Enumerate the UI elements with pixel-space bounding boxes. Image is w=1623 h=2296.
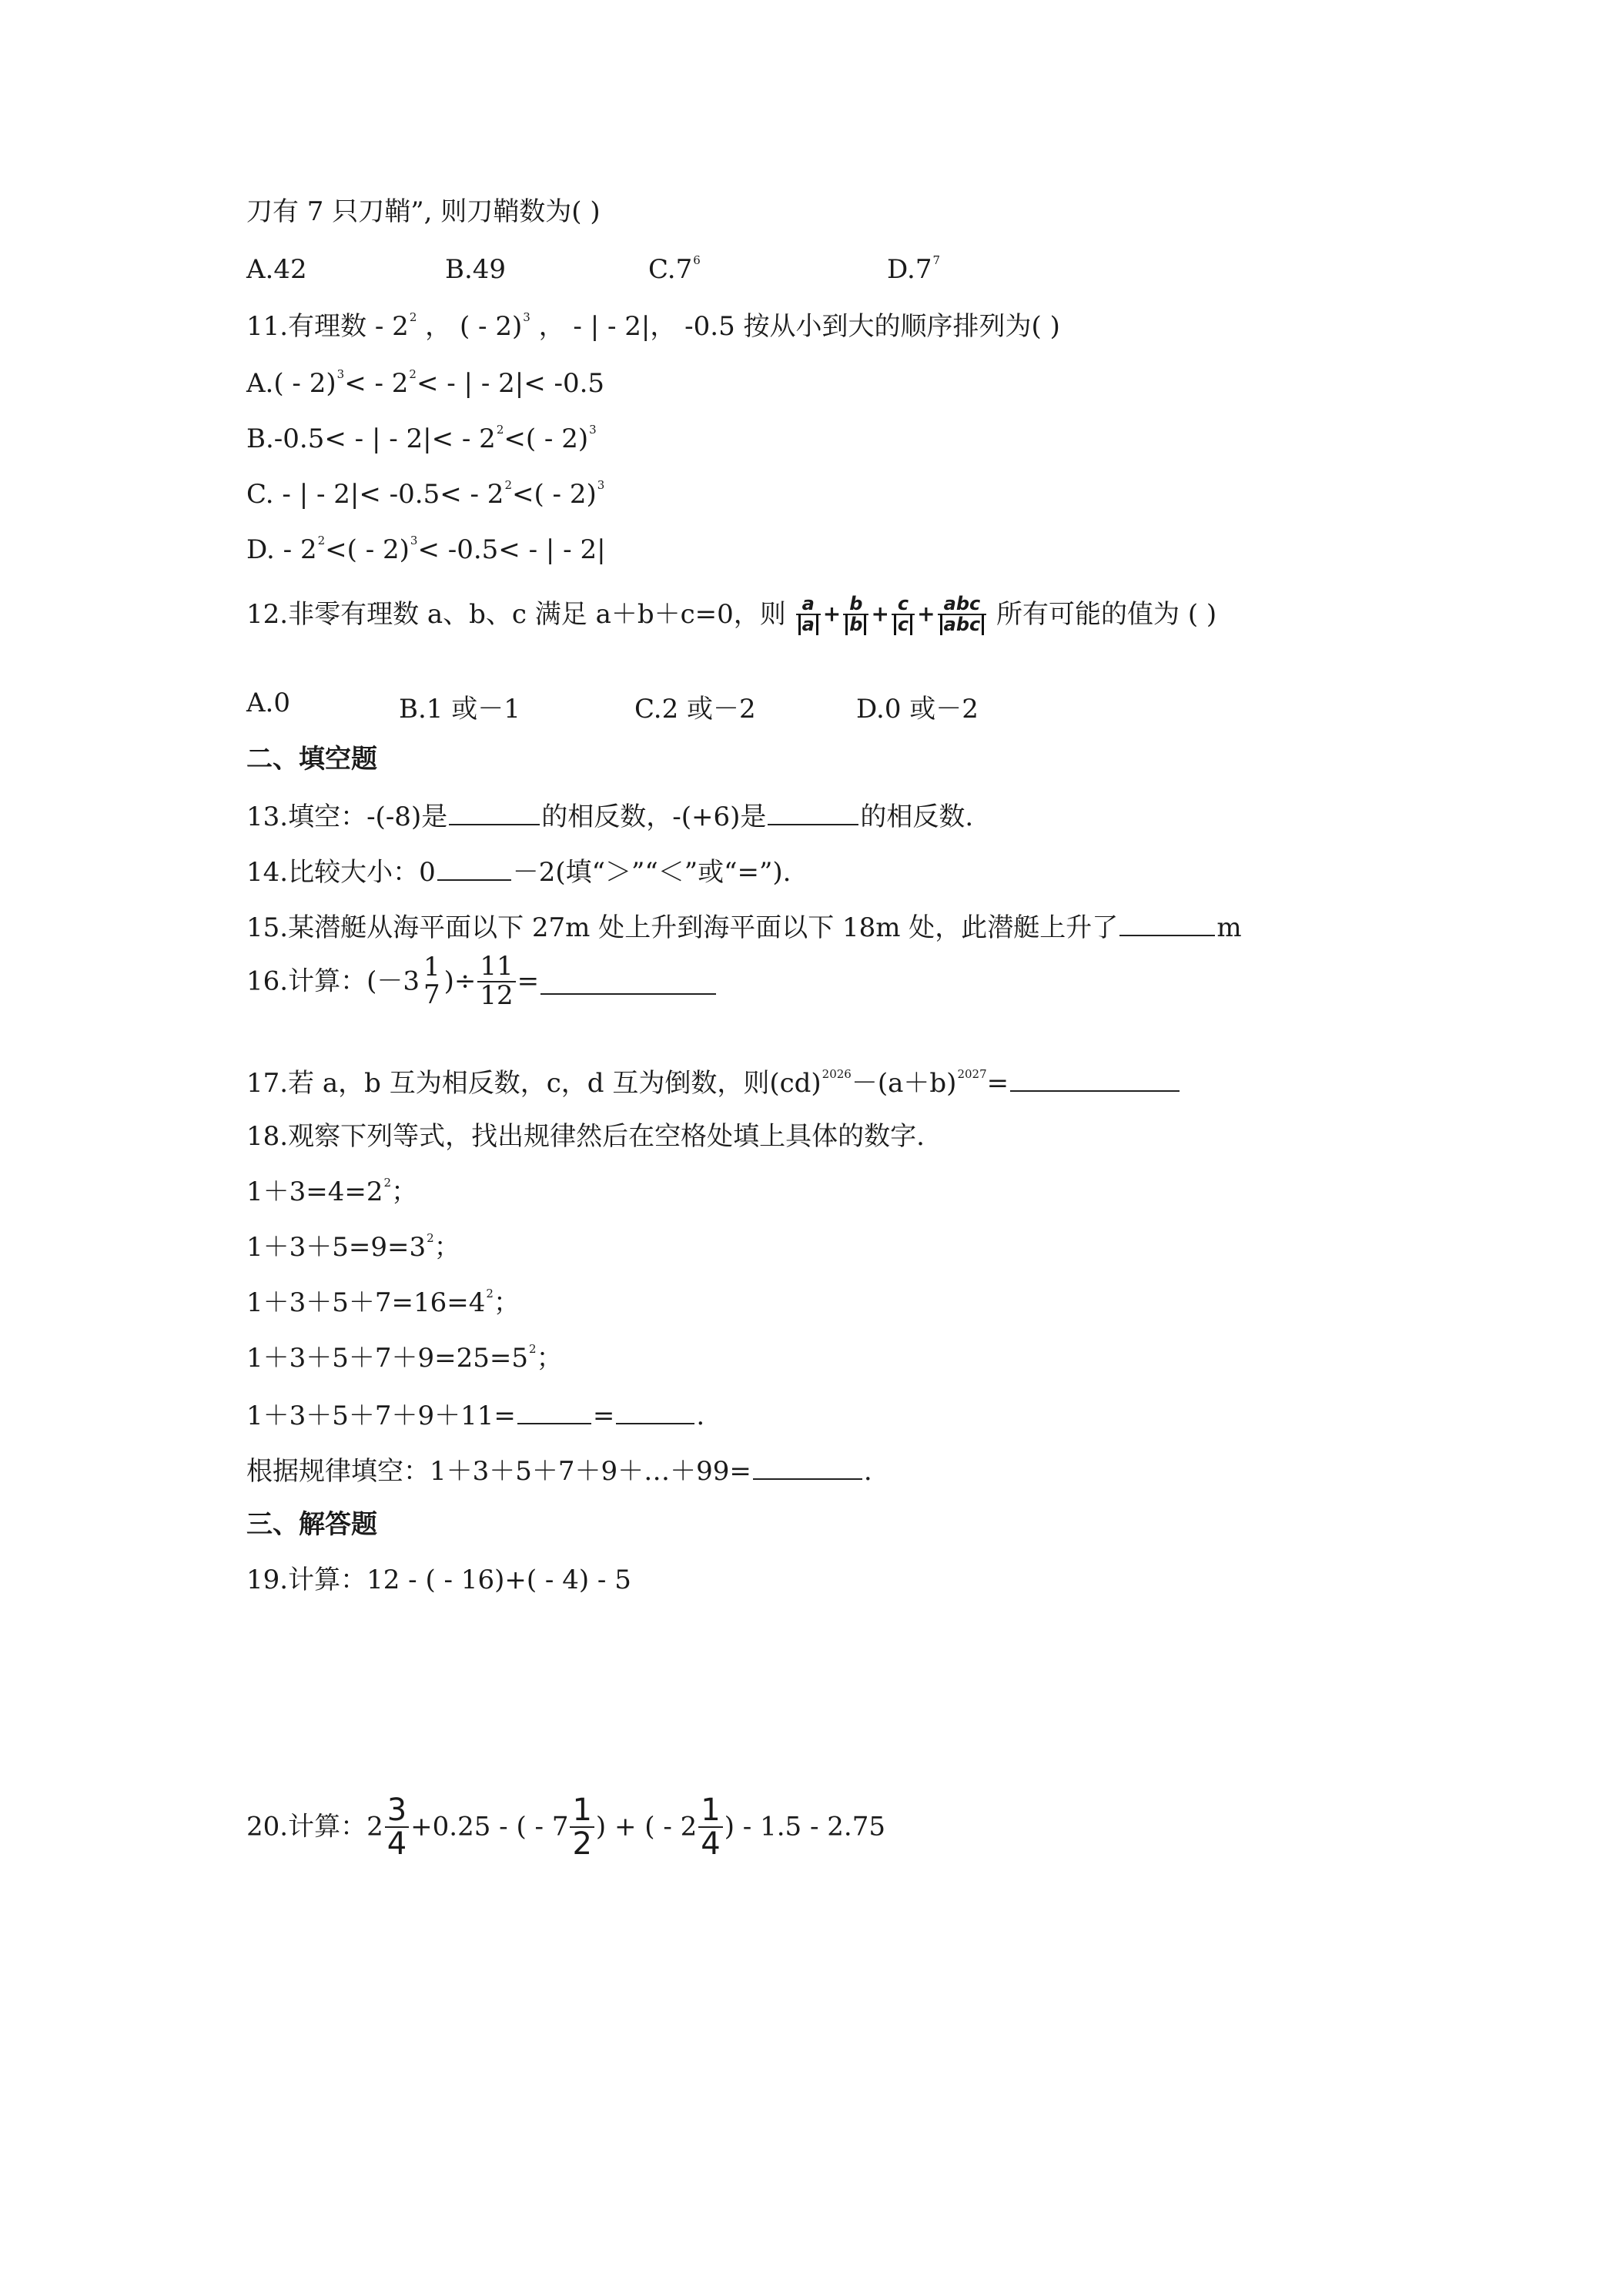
- q11-option-b: B.-0.5< - | - $2|< - 2^2<( - 2)^3$: [246, 423, 597, 454]
- q18-equation-1: $1+3=4=2^2$；: [246, 1176, 418, 1207]
- q20: 20.计算：2 $\frac{3}{4}$ +0.25 - ( - 7 $\frac{1}{2}$ ) + ( - 2 $\frac{1}{4}$ ) - 1.5 - 2.75: [246, 1792, 885, 1862]
- section-title-fill-blank: 二、填空题: [246, 744, 377, 775]
- q18-rule: 根据规律填空：1＋3＋5＋7＋9＋…＋99= .: [246, 1454, 872, 1488]
- q10-option-b: B.49: [445, 254, 507, 285]
- q14: 14.比较大小：0 －2(填“＞”“＜”或“=”).: [246, 855, 791, 889]
- q20-fraction-1-2: $\frac{1}{2}$: [570, 1794, 594, 1860]
- q17-blank[interactable]: [1010, 1066, 1180, 1092]
- fraction-a-over-abs-a: $\frac{a}{a}$: [796, 594, 821, 634]
- q17: 17.若 a，b 互为相反数，c，d 互为倒数，则$(cd)^{2026}-(a+b)^{2027}=$: [246, 1066, 1181, 1099]
- q16-fraction-11-12: $\frac{11}{12}$: [477, 953, 515, 1009]
- q13: 13.填空：-(-8)是 的相反数，-(+6)是 的相反数.: [246, 799, 973, 833]
- q10-option-c: $C.7^6$: [648, 253, 701, 285]
- q19: 19.计算：12 - ( - 16)+( - 4) - 5: [246, 1565, 631, 1595]
- q18-intro: 18.观察下列等式，找出规律然后在空格处填上具体的数字.: [246, 1121, 925, 1152]
- fraction-abc-over-abs-abc: $\frac{\text{abc}}{\text{abc}}$: [938, 594, 987, 634]
- q15: 15.某潜艇从海平面以下 27m 处上升到海平面以下 18m 处，此潜艇上升了 m: [246, 910, 1242, 944]
- q20-fraction-1-4: $\frac{1}{4}$: [698, 1794, 722, 1860]
- q10-option-d: $D.7^7$: [887, 253, 941, 285]
- q13-blank-1[interactable]: [449, 799, 540, 825]
- q20-fraction-3-4: $\frac{3}{4}$: [385, 1794, 409, 1860]
- fraction-c-over-abs-c: $\frac{c}{c}$: [892, 594, 915, 634]
- q18-blank-2[interactable]: [616, 1398, 694, 1424]
- q10-option-a: A.42: [246, 254, 307, 285]
- q18-equation-2: $1+3+5=9=3^2$；: [246, 1231, 460, 1263]
- q16-blank[interactable]: [540, 969, 716, 995]
- q14-blank[interactable]: [437, 855, 511, 881]
- q12-option-d: D.0 或－2: [856, 694, 979, 725]
- q18-equation-5: 1＋3＋5＋7＋9＋11= = .: [246, 1398, 704, 1432]
- q12-option-c: C.2 或－2: [634, 694, 756, 725]
- q12-stem: 12.非零有理数 a、b、c 满足 a＋b＋c=0，则 $\frac{a}{a}$ + $\frac{b}{b}$ + $\frac{c}{c}$ + $\frac{\text{abc}}{\text{abc}}$ 所有可能的值为 ( ): [246, 593, 1217, 636]
- q12-option-b: B.1 或－1: [399, 694, 520, 725]
- q11-option-a: $A.( - 2)^3< - 2^2<$ - | - 2|< -0.5: [246, 367, 605, 399]
- fraction-b-over-abs-b: $\frac{b}{b}$: [843, 594, 868, 634]
- q16: 16.计算：(－3 1 7 )÷ $\frac{11}{12}$ =: [246, 953, 718, 1009]
- q12-option-a: A.0: [246, 688, 290, 718]
- q15-blank[interactable]: [1119, 910, 1215, 936]
- q16-fraction-1-7: 1 7: [423, 952, 440, 1010]
- q18-equation-4: $1+3+5+7+9=25=5^2$；: [246, 1342, 563, 1374]
- q13-blank-2[interactable]: [768, 799, 858, 825]
- q11-option-c: C. - | - $2|< -0.5< - 2^2<( - 2)^3$: [246, 478, 605, 510]
- q18-blank-3[interactable]: [753, 1454, 862, 1480]
- q11-stem: 11.有理数 - $2^2$ ， ( - 2)$^3$ ， - | - 2|， -0.5 按从小到大的顺序排列为( ): [246, 310, 1060, 342]
- q10-stem: 刀有 7 只刀鞘”, 则刀鞘数为( ): [246, 196, 601, 227]
- section-title-answer: 三、解答题: [246, 1509, 377, 1540]
- q11-option-d: D. - $2^2<( - 2)^3< -0.5<$ - | - 2|: [246, 534, 606, 565]
- q18-blank-1[interactable]: [517, 1398, 591, 1424]
- q18-equation-3: $1+3+5+7=16=4^2$；: [246, 1287, 520, 1318]
